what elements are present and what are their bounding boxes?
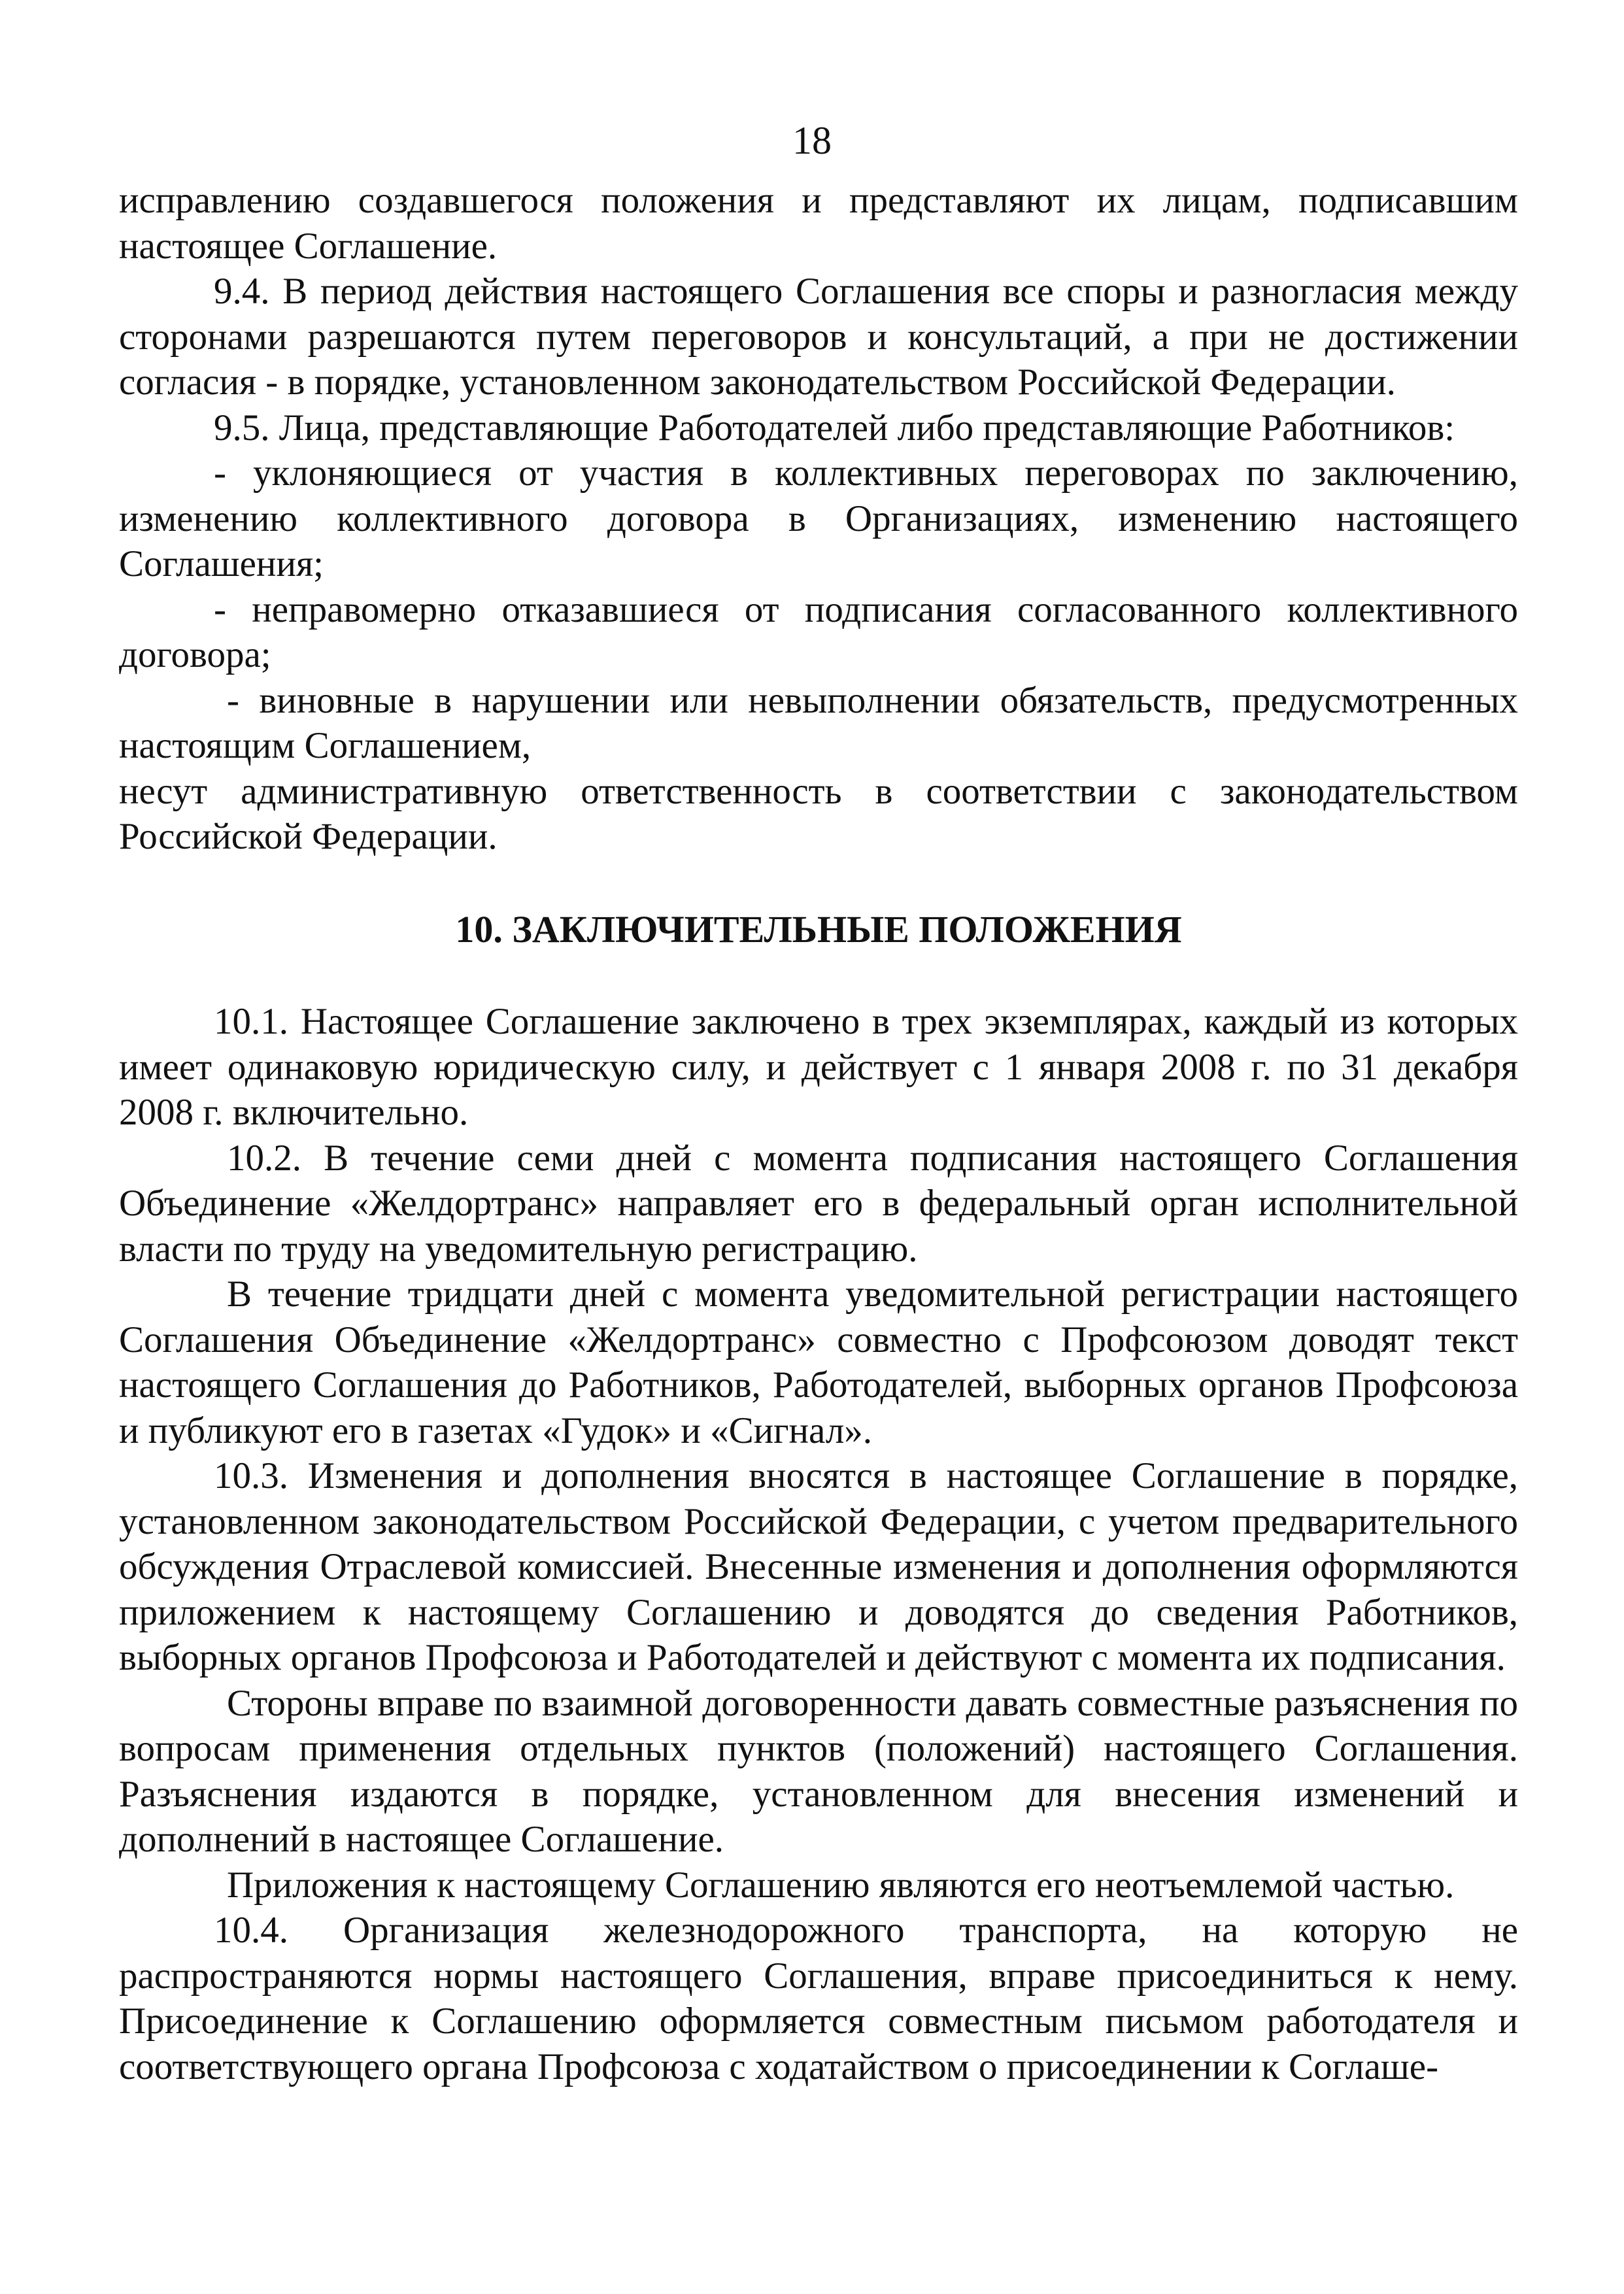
list-item: - неправомерно отказавшиеся от подписания согласованного коллективного договора; xyxy=(119,588,1518,675)
list-item: - уклоняющиеся от участия в коллективных переговорах по заключению, изменению коллективного договора в Организациях, изменению настоящего Соглашения; xyxy=(119,452,1518,584)
paragraph: Приложения к настоящему Соглашению являются его неотъемлемой частью. xyxy=(227,1864,1455,1906)
page-number: 18 xyxy=(792,119,832,162)
clause-10-2: 10.2. В течение семи дней с момента подписания настоящего Соглашения Объединение «Желдортранс» направляет его в федеральный орган исполнительной власти по труду на уведомительную регистрацию. xyxy=(119,1137,1518,1270)
document-body xyxy=(119,178,1518,2089)
list-item: - виновные в нарушении или невыполнении обязательств, предусмотренных настоящим Соглашением, xyxy=(119,679,1518,766)
section-heading: 10. ЗАКЛЮЧИТЕЛЬНЫЕ ПОЛОЖЕНИЯ xyxy=(455,907,1182,951)
paragraph: Стороны вправе по взаимной договоренности давать совместные разъяснения по вопросам применения отдельных пунктов (положений) настоящего Соглашения. Разъяснения издаются в порядке, установленном для внесения изменений и дополнений в настоящее Соглашение. xyxy=(119,1682,1518,1860)
paragraph: исправлению создавшегося положения и представляют их лицам, подписавшим настоящее Соглашение. xyxy=(119,180,1518,267)
clause-9-5: 9.5. Лица, представляющие Работодателей либо представляющие Работников: xyxy=(214,407,1455,448)
paragraph: несут административную ответственность в соответствии с законодательством Российской Федерации. xyxy=(119,770,1518,857)
paragraph: В течение тридцати дней с момента уведомительной регистрации настоящего Соглашения Объединение «Желдортранс» совместно с Профсоюзом доводят текст настоящего Соглашения до Работников, Работодателей, выборных органов Профсоюза и публикуют его в газетах «Гудок» и «Сигнал». xyxy=(119,1274,1518,1451)
clause-10-3: 10.3. Изменения и дополнения вносятся в настоящее Соглашение в порядке, установленном законодательством Российской Федерации, с учетом предварительного обсуждения Отраслевой комиссией. Внесенные изменения и дополнения оформляются приложением к настоящему Соглашению и доводятся до сведения Работников, выборных органов Профсоюза и Работодателей и действуют с момента их подписания. xyxy=(119,1455,1518,1678)
clause-9-4: 9.4. В период действия настоящего Соглашения все споры и разногласия между сторонами разрешаются путем переговоров и консультаций, а при не достижении согласия - в порядке, установленном законодательством Российской Федерации. xyxy=(119,271,1518,403)
clause-10-1: 10.1. Настоящее Соглашение заключено в трех экземплярах, каждый из которых имеет одинаковую юридическую силу, и действует с 1 января 2008 г. по 31 декабря 2008 г. включительно. xyxy=(119,1001,1518,1133)
clause-10-4: 10.4. Организация железнодорожного транспорта, на которую не распространяются нормы настоящего Соглашения, вправе присоединиться к нему. Присоединение к Соглашению оформляется совместным письмом работодателя и соответствующего органа Профсоюза с ходатайством о присоединении к Соглаше- xyxy=(119,1910,1518,2087)
